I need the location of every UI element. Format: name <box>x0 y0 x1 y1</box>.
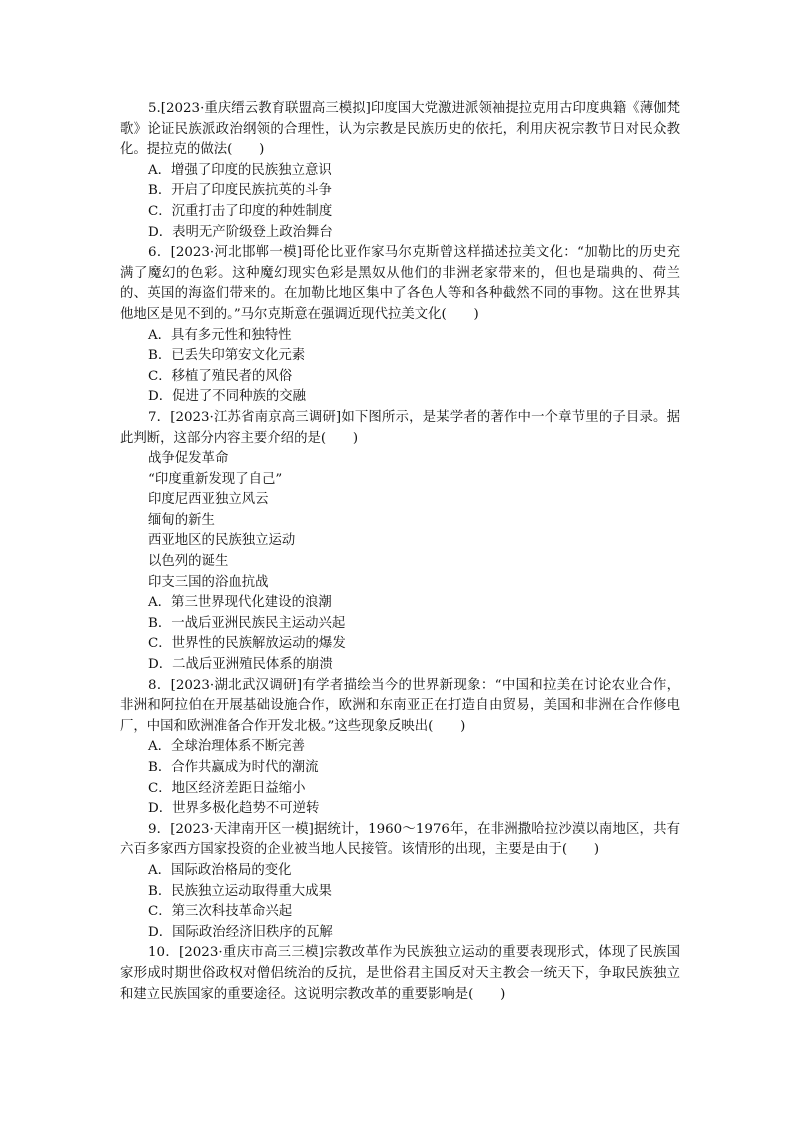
toc-item: 西亚地区的民族独立运动 <box>148 533 296 549</box>
toc-item: “印度重新发现了自己” <box>148 471 283 487</box>
option-d: D．国际政治经济旧秩序的瓦解 <box>148 924 333 940</box>
toc-item: 印度尼西亚独立风云 <box>148 492 269 508</box>
option-a: A．增强了印度的民族独立意识 <box>148 162 332 178</box>
toc-item: 以色列的诞生 <box>148 554 229 570</box>
option-a: A．国际政治格局的变化 <box>148 862 292 878</box>
question-stem: 6．[2023·河北邯郸一模]哥伦比亚作家马尔克斯曾这样描述拉美文化：“加勒比的历史充满了魔幻的色彩。这种魔幻现实色彩是黑奴从他们的非洲老家带来的，但也是瑞典的、荷兰的、英国的海盗们带来的。在加勒比地区集中了各色人等和各种截然不同的事物。这在世界其他地区是见不到的。”马尔克斯意在强调近现代拉美文化( ) <box>120 245 680 322</box>
option-b: B．开启了印度民族抗英的斗争 <box>148 183 332 199</box>
question-5 <box>120 99 680 243</box>
option-a: A．全球治理体系不断完善 <box>148 739 305 755</box>
question-9 <box>120 820 680 944</box>
option-d: D．世界多极化趋势不可逆转 <box>148 801 320 817</box>
option-b: B．一战后亚洲民族民主运动兴起 <box>148 615 346 631</box>
table-of-contents <box>120 449 680 593</box>
question-stem: 10．[2023·重庆市高三三模]宗教改革作为民族独立运动的重要表现形式，体现了民族国家形成时期世俗政权对僧侣统治的反抗，是世俗君主国反对天主教会一统天下，争取民族独立和建立民族国家的重要途径。这说明宗教改革的重要影响是( ) <box>120 945 680 1002</box>
option-c: C．移植了殖民者的风俗 <box>148 368 293 384</box>
option-d: D．表明无产阶级登上政治舞台 <box>148 224 333 240</box>
option-b: B．已丢失印第安文化元素 <box>148 348 306 364</box>
question-10 <box>120 943 680 1005</box>
option-c: C．世界性的民族解放运动的爆发 <box>148 636 346 652</box>
question-stem: 8．[2023·湖北武汉调研]有学者描绘当今的世界新现象：“中国和拉美在讨论农业合作，非洲和阿拉伯在开展基础设施合作，欧洲和东南亚正在打造自由贸易，美国和非洲在合作修电厂，中国和欧洲准备合作开发北极。”这些现象反映出( ) <box>120 677 680 734</box>
toc-item: 缅甸的新生 <box>148 512 215 528</box>
option-c: C．第三次科技革命兴起 <box>148 904 293 920</box>
question-stem: 7．[2023·江苏省南京高三调研]如下图所示，是某学者的著作中一个章节里的子目录。据此判断，这部分内容主要介绍的是( ) <box>120 409 680 446</box>
option-b: B．民族独立运动取得重大成果 <box>148 883 332 899</box>
question-7 <box>120 408 680 676</box>
toc-item: 印支三国的浴血抗战 <box>148 574 269 590</box>
option-a: A．第三世界现代化建设的浪潮 <box>148 595 332 611</box>
question-8 <box>120 676 680 820</box>
option-a: A．具有多元性和独特性 <box>148 327 292 343</box>
option-d: D．二战后亚洲殖民体系的崩溃 <box>148 657 333 673</box>
option-c: C．沉重打击了印度的种姓制度 <box>148 203 333 219</box>
option-c: C．地区经济差距日益缩小 <box>148 780 306 796</box>
question-stem: 5.[2023·重庆缙云教育联盟高三模拟]印度国大党激进派领袖提拉克用古印度典籍《薄伽梵歌》论证民族派政治纲领的合理性，认为宗教是民族历史的依托，利用庆祝宗教节日对民众教化。提拉克的做法( ) <box>120 101 680 158</box>
question-list <box>120 99 680 1005</box>
toc-item: 战争促发革命 <box>148 451 229 467</box>
question-6 <box>120 243 680 408</box>
option-b: B．合作共赢成为时代的潮流 <box>148 760 319 775</box>
question-stem: 9．[2023·天津南开区一模]据统计，1960～1976年，在非洲撒哈拉沙漠以南地区，共有六百多家西方国家投资的企业被当地人民接管。该情形的出现，主要是由于( ) <box>120 821 680 858</box>
option-d: D．促进了不同种族的交融 <box>148 389 307 405</box>
